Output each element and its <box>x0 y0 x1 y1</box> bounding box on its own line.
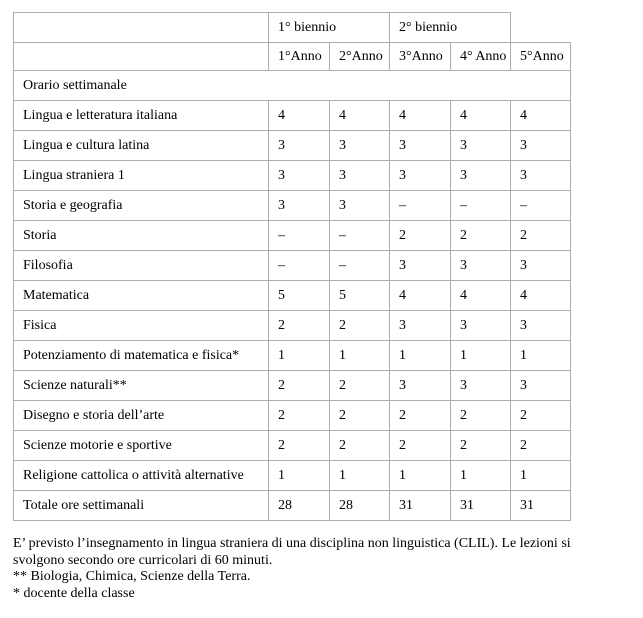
hours-cell: 2 <box>511 401 571 431</box>
hours-cell: 2 <box>269 401 330 431</box>
hours-cell: 2 <box>269 371 330 401</box>
subject-label: Disegno e storia dell’arte <box>14 401 269 431</box>
hours-cell: 3 <box>269 161 330 191</box>
table-row <box>14 371 571 401</box>
subject-label: Scienze naturali** <box>14 371 269 401</box>
hours-cell: 1 <box>330 461 390 491</box>
hours-cell: 2 <box>451 401 511 431</box>
section-header: Orario settimanale <box>14 71 571 101</box>
table-row <box>14 221 571 251</box>
table-row <box>14 431 571 461</box>
hours-cell: 1 <box>269 341 330 371</box>
hours-cell: 3 <box>451 251 511 281</box>
table-row <box>14 281 571 311</box>
subject-label: Religione cattolica o attività alternative <box>14 461 269 491</box>
hours-cell: 1 <box>390 461 451 491</box>
table-row <box>14 191 571 221</box>
hours-cell: 4 <box>390 281 451 311</box>
table-row <box>14 251 571 281</box>
hours-cell: 3 <box>269 191 330 221</box>
footnotes <box>13 536 637 602</box>
table-row <box>14 341 571 371</box>
subject-label: Lingua e letteratura italiana <box>14 101 269 131</box>
hours-cell: 3 <box>390 311 451 341</box>
hours-cell: 5 <box>269 281 330 311</box>
hours-cell: – <box>451 191 511 221</box>
hours-cell: – <box>269 221 330 251</box>
year-header-1: 1°Anno <box>269 43 330 71</box>
hours-cell: 2 <box>451 221 511 251</box>
hours-cell: – <box>330 251 390 281</box>
table-row <box>14 131 571 161</box>
hours-cell: 3 <box>390 371 451 401</box>
hours-cell: 3 <box>451 371 511 401</box>
hours-cell: 3 <box>511 251 571 281</box>
hours-cell: 3 <box>511 311 571 341</box>
hours-cell: 3 <box>330 191 390 221</box>
hours-cell: 2 <box>330 431 390 461</box>
table-row <box>14 461 571 491</box>
hours-cell: – <box>330 221 390 251</box>
biennio-2-header: 2° biennio <box>390 13 511 43</box>
table-row <box>14 101 571 131</box>
hours-cell: 4 <box>451 101 511 131</box>
hours-cell: 3 <box>511 161 571 191</box>
table-row-total <box>14 491 571 521</box>
year-header-3: 3°Anno <box>390 43 451 71</box>
hours-cell: 2 <box>330 371 390 401</box>
total-hours-cell: 28 <box>269 491 330 521</box>
hours-cell: 4 <box>330 101 390 131</box>
curriculum-table <box>13 12 571 521</box>
hours-cell: 1 <box>511 461 571 491</box>
hours-cell: 4 <box>269 101 330 131</box>
hours-cell: 3 <box>330 161 390 191</box>
hours-cell: 2 <box>269 311 330 341</box>
hours-cell: 1 <box>330 341 390 371</box>
subject-label: Fisica <box>14 311 269 341</box>
footnote-line: * docente della classe <box>13 585 135 601</box>
corner-empty-cell <box>14 13 269 43</box>
subject-label: Lingua e cultura latina <box>14 131 269 161</box>
subject-label: Lingua straniera 1 <box>14 161 269 191</box>
biennio-1-header: 1° biennio <box>269 13 390 43</box>
hours-cell: 3 <box>390 251 451 281</box>
hours-cell: 3 <box>269 131 330 161</box>
hours-cell: 3 <box>511 371 571 401</box>
hours-cell: 3 <box>451 161 511 191</box>
subject-label: Filosofia <box>14 251 269 281</box>
hours-cell: 1 <box>451 461 511 491</box>
total-hours-cell: 31 <box>511 491 571 521</box>
hours-cell: 4 <box>451 281 511 311</box>
hours-cell: 3 <box>330 131 390 161</box>
year-header-2: 2°Anno <box>330 43 390 71</box>
hours-cell: 2 <box>390 221 451 251</box>
subject-label: Matematica <box>14 281 269 311</box>
hours-cell: 2 <box>511 431 571 461</box>
hours-cell: – <box>511 191 571 221</box>
hours-cell: 2 <box>330 401 390 431</box>
year-header-5: 5°Anno <box>511 43 571 71</box>
total-hours-cell: 28 <box>330 491 390 521</box>
hours-cell: 2 <box>451 431 511 461</box>
hours-cell: 2 <box>330 311 390 341</box>
year-row-empty-cell <box>14 43 269 71</box>
subject-label: Potenziamento di matematica e fisica* <box>14 341 269 371</box>
hours-cell: 3 <box>390 161 451 191</box>
hours-cell: 2 <box>390 401 451 431</box>
hours-cell: 3 <box>451 311 511 341</box>
hours-cell: 3 <box>451 131 511 161</box>
footnote-line: ** Biologia, Chimica, Scienze della Terra. <box>13 569 251 584</box>
hours-cell: 2 <box>511 221 571 251</box>
hours-cell: – <box>269 251 330 281</box>
hours-cell: 1 <box>390 341 451 371</box>
hours-cell: 2 <box>390 431 451 461</box>
year-header-4: 4° Anno <box>451 43 511 71</box>
year-header-row <box>14 43 571 71</box>
hours-cell: 1 <box>451 341 511 371</box>
table-row <box>14 401 571 431</box>
section-header-row <box>14 71 571 101</box>
subject-label: Scienze motorie e sportive <box>14 431 269 461</box>
biennio-header-row <box>14 13 571 43</box>
hours-cell: – <box>390 191 451 221</box>
hours-cell: 4 <box>390 101 451 131</box>
hours-cell: 5 <box>330 281 390 311</box>
total-label: Totale ore settimanali <box>14 491 269 521</box>
table-row <box>14 311 571 341</box>
hours-cell: 4 <box>511 281 571 311</box>
subject-label: Storia e geografia <box>14 191 269 221</box>
hours-cell: 3 <box>511 131 571 161</box>
hours-cell: 1 <box>511 341 571 371</box>
hours-cell: 3 <box>390 131 451 161</box>
hours-cell: 4 <box>511 101 571 131</box>
total-hours-cell: 31 <box>390 491 451 521</box>
hours-cell: 1 <box>269 461 330 491</box>
hours-cell: 2 <box>269 431 330 461</box>
footnote-line: svolgono secondo ore curricolari di 60 minuti. <box>13 552 273 568</box>
table-row <box>14 161 571 191</box>
footnote-line: E’ previsto l’insegnamento in lingua straniera di una disciplina non linguistica (CLIL). Le lezioni si <box>13 536 571 551</box>
subject-label: Storia <box>14 221 269 251</box>
total-hours-cell: 31 <box>451 491 511 521</box>
